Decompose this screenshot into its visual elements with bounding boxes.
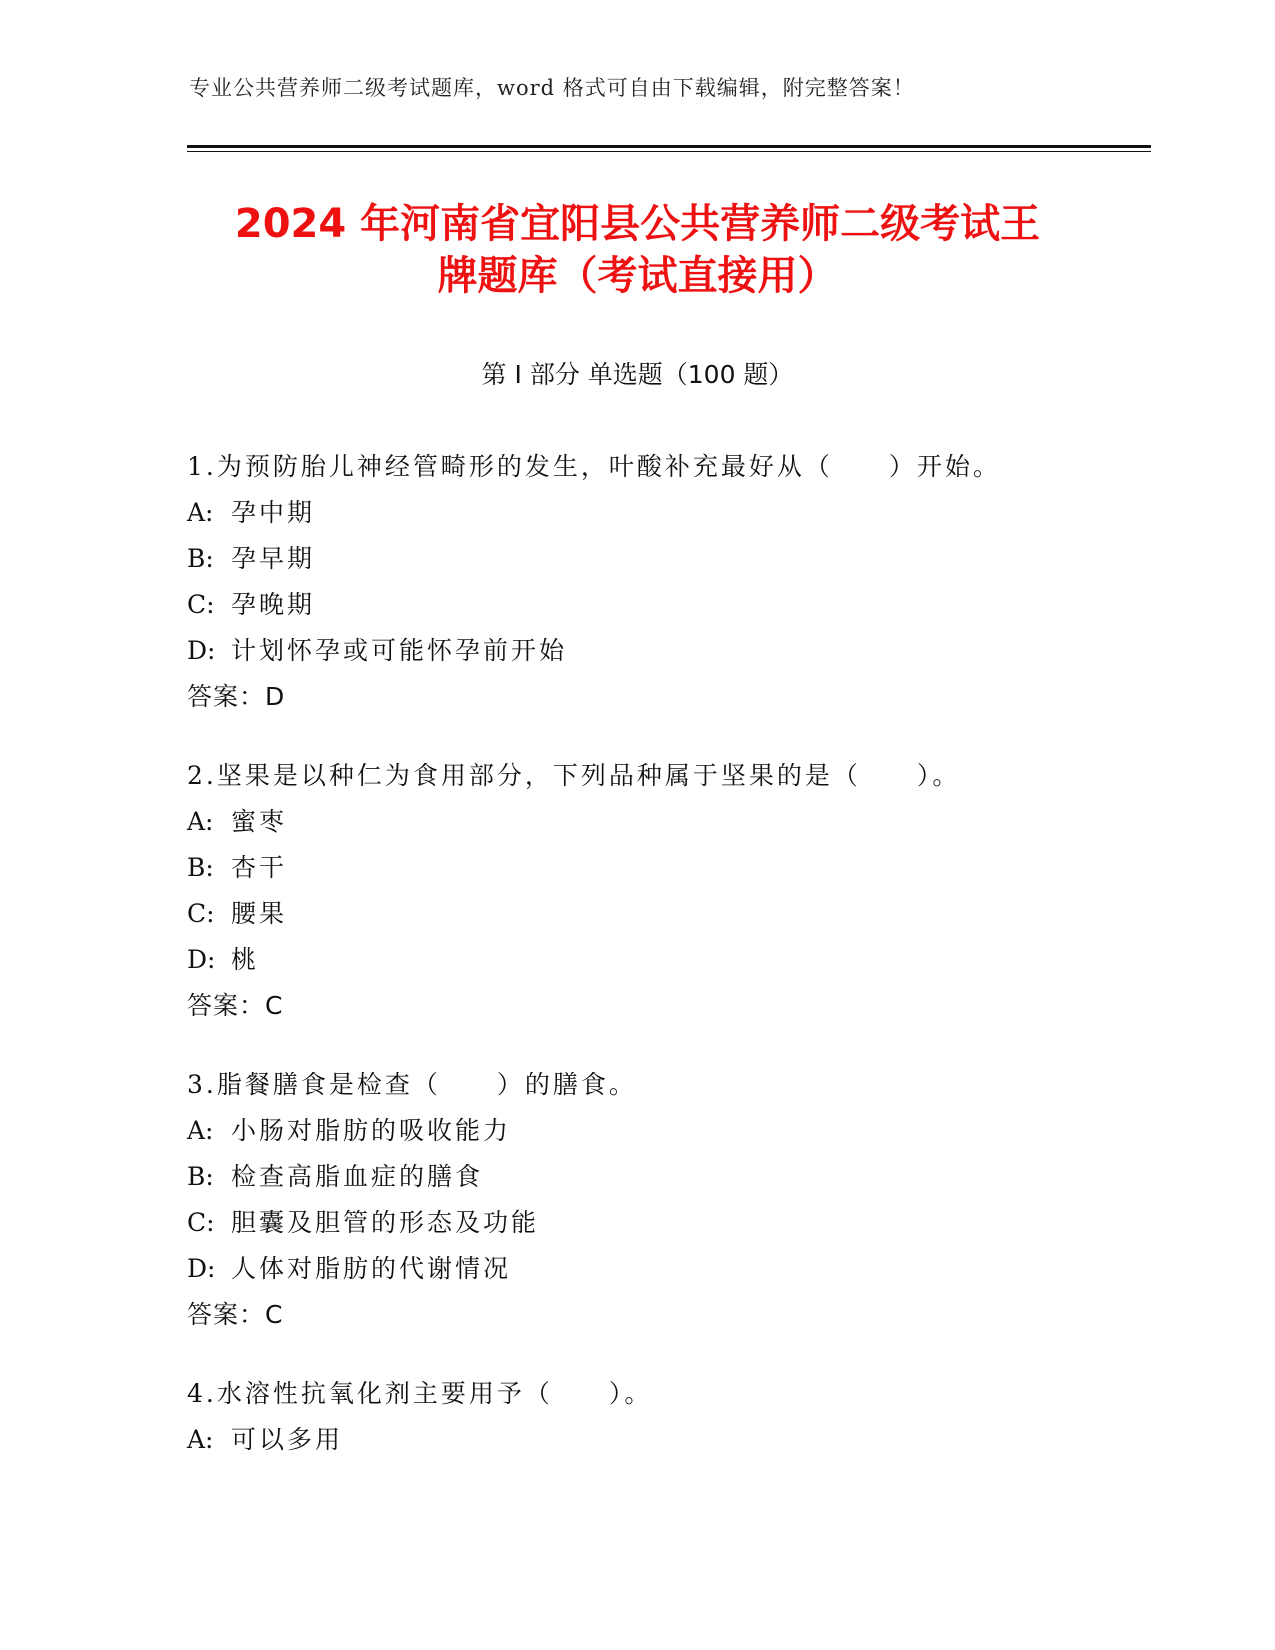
option-text: 杏干 (231, 853, 288, 882)
option-text: 胆囊及胆管的形态及功能 (231, 1208, 540, 1237)
option-text: 孕早期 (231, 544, 316, 573)
option-text: 小肠对脂肪的吸收能力 (231, 1116, 512, 1145)
option-text: 人体对脂肪的代谢情况 (231, 1254, 512, 1283)
option-b (187, 1154, 1147, 1200)
option-text: 腰果 (231, 899, 288, 928)
option-letter: B: (187, 1162, 214, 1191)
answer: 答案：C (187, 991, 284, 1020)
option-a (187, 799, 1147, 845)
answer: 答案：C (187, 1300, 284, 1329)
option-letter: A: (187, 1425, 214, 1454)
document-title-line-1: 2024 年河南省宜阳县公共营养师二级考试王 (234, 201, 1041, 247)
question-list (187, 444, 1147, 1496)
option-d (187, 1246, 1147, 1292)
option-text: 检查高脂血症的膳食 (231, 1162, 484, 1191)
option-text: 桃 (231, 945, 260, 974)
option-a (187, 1417, 1147, 1463)
option-letter: C: (187, 590, 215, 619)
question-stem: 4.水溶性抗氧化剂主要用予（ ）。 (187, 1379, 653, 1408)
option-d (187, 937, 1147, 983)
option-d (187, 628, 1147, 674)
option-b (187, 845, 1147, 891)
question-4 (187, 1371, 1147, 1463)
option-letter: B: (187, 544, 214, 573)
option-b (187, 536, 1147, 582)
header-rule-thick (187, 145, 1151, 148)
question-stem: 3.脂餐膳食是检查（ ）的膳食。 (187, 1070, 637, 1099)
option-text: 计划怀孕或可能怀孕前开始 (231, 636, 568, 665)
header-rule-thin (187, 151, 1151, 152)
question-stem: 2.坚果是以种仁为食用部分，下列品种属于坚果的是（ ）。 (187, 761, 961, 790)
option-c (187, 891, 1147, 937)
option-c (187, 582, 1147, 628)
option-letter: A: (187, 498, 214, 527)
option-letter: D: (187, 1254, 216, 1283)
option-a (187, 490, 1147, 536)
option-text: 孕晚期 (231, 590, 316, 619)
option-c (187, 1200, 1147, 1246)
document-title (150, 198, 1125, 302)
question-2 (187, 753, 1147, 1029)
option-letter: A: (187, 807, 214, 836)
document-title-line-2: 牌题库（考试直接用） (437, 253, 838, 299)
option-text: 蜜枣 (231, 807, 288, 836)
page-header: 专业公共营养师二级考试题库，word 格式可自由下载编辑，附完整答案！ (189, 76, 915, 100)
section-title: 第 I 部分 单选题（100 题） (481, 360, 794, 389)
question-stem: 1.为预防胎儿神经管畸形的发生，叶酸补充最好从（ ）开始。 (187, 452, 1001, 481)
option-a (187, 1108, 1147, 1154)
option-letter: D: (187, 945, 216, 974)
option-letter: C: (187, 899, 215, 928)
option-letter: C: (187, 1208, 215, 1237)
option-text: 孕中期 (231, 498, 316, 527)
option-letter: A: (187, 1116, 214, 1145)
question-3 (187, 1062, 1147, 1338)
option-text: 可以多用 (231, 1425, 344, 1454)
option-letter: B: (187, 853, 214, 882)
answer: 答案：D (187, 682, 286, 711)
question-1 (187, 444, 1147, 720)
option-letter: D: (187, 636, 216, 665)
